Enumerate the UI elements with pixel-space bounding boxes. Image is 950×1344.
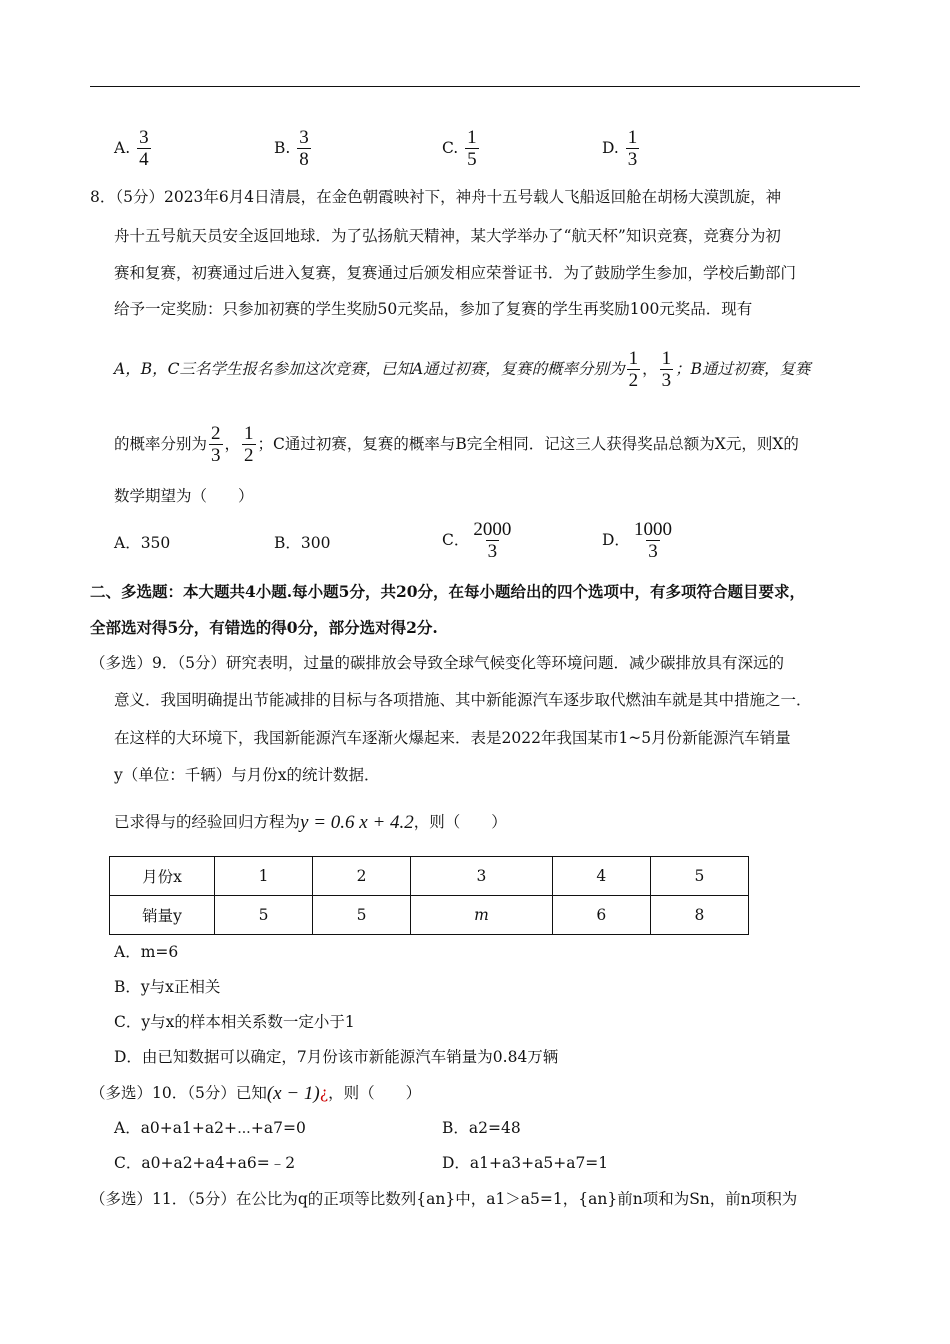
q8-line-2: 舟十五号航天员安全返回地球．为了弘扬航天精神，某大学举办了“航天杯”知识竞赛，竞赛分为初 (114, 227, 781, 245)
q10-stem: （多选）10．（5分）已知 (x − 1) ¿ ，则（ ） (90, 1083, 422, 1104)
q8-option-d: D． $\frac{1000}{3}$ (602, 519, 672, 562)
q9-line-3: 在这样的大环境下，我国新能源汽车逐渐火爆起来．表是2022年我国某市1~5月份新能源汽车销量 (114, 729, 791, 747)
q9-line-1: （多选）9．（5分）研究表明，过量的碳排放会导致全球气候变化等环境问题．减少碳排放具有深远的 (90, 654, 784, 672)
q8-line-1: 8．（5分）2023年6月4日清晨，在金色朝霞映衬下，神舟十五号载人飞船返回舱在胡杨大漠凯旋，神 (90, 188, 782, 206)
q11-line-1: （多选）11．（5分）在公比为q的正项等比数列{an}中，a1＞a5=1，{an}前n项和为Sn，前n项积为 (90, 1190, 798, 1208)
q8-option-c: C． $\frac{2000}{3}$ (442, 519, 512, 562)
table-cell: 月份x (110, 857, 215, 896)
q8-line-6: 的概率分别为 $\frac{2}{3}$ ， $\frac{1}{2}$ ；C通过初赛，复赛的概率与B完全相同．记这三人获得奖品总额为X元，则X的 (114, 423, 799, 466)
table-cell: 6 (552, 896, 650, 935)
q10-option-b: B．a2=48 (442, 1119, 521, 1137)
table-cell: 1 (215, 857, 313, 896)
q7-option-d: D. $\frac{1}{3}$ (602, 127, 638, 170)
q7-option-a: A. $\frac{3}{4}$ (114, 127, 149, 170)
table-cell: m (411, 896, 553, 935)
q8-option-a: A．350 (114, 534, 171, 552)
table-row (110, 896, 749, 935)
table-cell: 销量y (110, 896, 215, 935)
header-rule (90, 86, 860, 87)
table-cell: 4 (552, 857, 650, 896)
table-cell: 3 (411, 857, 553, 896)
q8-line-3: 赛和复赛，初赛通过后进入复赛，复赛通过后颁发相应荣誉证书．为了鼓励学生参加，学校后勤部门 (114, 264, 797, 282)
q9-line-2: 意义．我国明确提出节能减排的目标与各项措施、其中新能源汽车逐步取代燃油车就是其中措施之一． (114, 691, 812, 709)
q9-option-a: A．m=6 (114, 943, 179, 961)
q10-expression: (x − 1) (266, 1083, 320, 1104)
section-2-header-line-1: 二、多选题：本大题共4小题.每小题5分，共20分，在每小题给出的四个选项中，有多项符合题目要求， (90, 582, 806, 601)
table-cell: 5 (650, 857, 748, 896)
section-2-header-line-2: 全部选对得5分，有错选的得0分，部分选对得2分. (90, 618, 438, 637)
q10-option-a: A．a0+a1+a2+⋯+a7=0 (114, 1119, 306, 1137)
q7-option-b: B. $\frac{3}{8}$ (274, 127, 309, 170)
q10-option-d: D．a1+a3+a5+a7=1 (442, 1154, 609, 1172)
q8-line-5: A，B，C三名学生报名参加这次竞赛，已知A通过初赛，复赛的概率分别为 $\frac{1}{2}$ ， $\frac{1}{3}$ ；B通过初赛，复赛 (114, 348, 811, 391)
q9-option-b: B．y与x正相关 (114, 978, 221, 996)
q9-line-4: y（单位：千辆）与月份x的统计数据． (114, 766, 380, 784)
regression-equation: y = 0.6 x + 4.2 (300, 812, 414, 833)
table-cell: 8 (650, 896, 748, 935)
q9-option-d: D．由已知数据可以确定，7月份该市新能源汽车销量为0.84万辆 (114, 1048, 559, 1066)
q9-option-c: C．y与x的样本相关系数一定小于1 (114, 1013, 355, 1031)
q7-option-c: C. $\frac{1}{5}$ (442, 127, 477, 170)
table-row (110, 857, 749, 896)
table-cell: 5 (215, 896, 313, 935)
q8-line-7: 数学期望为（ ） (114, 487, 254, 505)
q8-line-4: 给予一定奖励：只参加初赛的学生奖励50元奖品，参加了复赛的学生再奖励100元奖品．现有 (114, 300, 753, 318)
q8-option-b: B．300 (274, 534, 331, 552)
table-cell: 5 (313, 896, 411, 935)
table-cell: 2 (313, 857, 411, 896)
q9-regression-line: 已求得与的经验回归方程为 y = 0.6 x + 4.2 ，则（ ） (114, 812, 507, 833)
q10-glyph: ¿ (319, 1083, 329, 1102)
data-table (109, 856, 749, 935)
q10-option-c: C．a0+a2+a4+a6=﹣2 (114, 1154, 296, 1172)
